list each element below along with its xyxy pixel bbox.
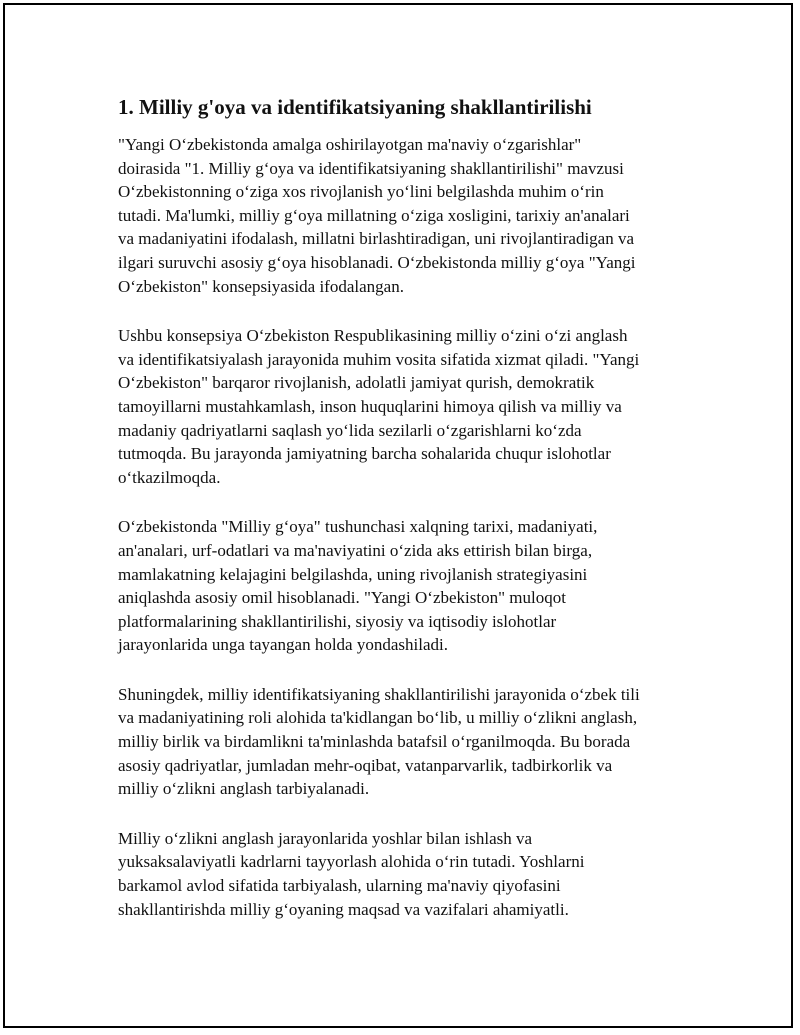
- text-line: barkamol avlod sifatida tarbiyalash, ularning ma'naviy qiyofasini: [118, 876, 561, 896]
- text-line: va madaniyatining roli alohida ta'kidlangan boʻlib, u milliy oʻzlikni anglash,: [118, 708, 638, 728]
- text-line: jarayonlarida unga tayangan holda yondashiladi.: [118, 635, 448, 655]
- text-line: doirasida "1. Milliy gʻoya va identifikatsiyaning shakllantirilishi" mavzusi: [118, 158, 624, 178]
- text-line: oʻtkazilmoqda.: [118, 467, 221, 487]
- text-line: madaniy qadriyatlarni saqlash yoʻlida sezilarli oʻzgarishlarni koʻzda: [118, 420, 582, 440]
- text-line: Oʻzbekiston" barqaror rivojlanish, adolatli jamiyat qurish, demokratik: [118, 373, 595, 393]
- body-paragraph: [118, 515, 698, 657]
- body-paragraph: [118, 133, 698, 298]
- text-line: Shuningdek, milliy identifikatsiyaning shakllantirilishi jarayonida oʻzbek tili: [118, 684, 640, 704]
- text-line: Oʻzbekiston" konsepsiyasida ifodalangan.: [118, 276, 404, 296]
- text-line: "Yangi Oʻzbekistonda amalga oshirilayotgan ma'naviy oʻzgarishlar": [118, 135, 582, 154]
- text-line: tutmoqda. Bu jarayonda jamiyatning barcha sohalarida chuqur islohotlar: [118, 444, 611, 464]
- text-line: asosiy qadriyatlar, jumladan mehr-oqibat, vatanparvarlik, tadbirkorlik va: [118, 755, 613, 775]
- text-line: va madaniyatini ifodalash, millatni birlashtiradigan, uni rivojlantiradigan va: [118, 229, 635, 249]
- text-line: milliy oʻzlikni anglash tarbiyalanadi.: [118, 779, 370, 799]
- text-line: Oʻzbekistonning oʻziga xos rivojlanish yoʻlini belgilashda muhim oʻrin: [118, 182, 604, 202]
- text-line: shakllantirishda milliy gʻoyaning maqsad va vazifalari ahamiyatli.: [118, 899, 569, 919]
- section-heading: 1. Milliy g'oya va identifikatsiyaning shakllantirilishi: [118, 95, 592, 119]
- document-body: [118, 93, 698, 947]
- text-line: ilgari suruvchi asosiy gʻoya hisoblanadi. Oʻzbekistonda milliy gʻoya "Yangi: [118, 252, 636, 272]
- body-paragraph: [118, 324, 698, 489]
- text-line: yuksaksalaviyatli kadrlarni tayyorlash alohida oʻrin tutadi. Yoshlarni: [118, 852, 585, 872]
- text-line: milliy birlik va birdamlikni ta'minlashda batafsil oʻrganilmoqda. Bu borada: [118, 732, 631, 752]
- text-line: tutadi. Ma'lumki, milliy gʻoya millatning oʻziga xosligini, tarixiy an'analari: [118, 205, 630, 225]
- text-line: Milliy oʻzlikni anglash jarayonlarida yoshlar bilan ishlash va: [118, 828, 533, 848]
- text-line: aniqlashda asosiy omil hisoblanadi. "Yangi Oʻzbekiston" muloqot: [118, 588, 566, 608]
- text-line: va identifikatsiyalash jarayonida muhim vosita sifatida xizmat qiladi. "Yangi: [118, 349, 640, 369]
- text-line: an'analari, urf-odatlari va ma'naviyatini oʻzida aks ettirish bilan birga,: [118, 540, 593, 560]
- body-paragraph: [118, 683, 698, 801]
- text-line: tamoyillarni mustahkamlash, inson huquqlarini himoya qilish va milliy va: [118, 396, 622, 416]
- text-line: Oʻzbekistonda "Milliy gʻoya" tushunchasi xalqning tarixi, madaniyati,: [118, 517, 598, 537]
- text-line: Ushbu konsepsiya Oʻzbekiston Respublikasining milliy oʻzini oʻzi anglash: [118, 326, 628, 346]
- paragraph-container: [118, 133, 698, 921]
- text-line: platformalarining shakllantirilishi, siyosiy va iqtisodiy islohotlar: [118, 611, 557, 631]
- body-paragraph: [118, 827, 698, 921]
- text-line: mamlakatning kelajagini belgilashda, uning rivojlanish strategiyasini: [118, 564, 588, 584]
